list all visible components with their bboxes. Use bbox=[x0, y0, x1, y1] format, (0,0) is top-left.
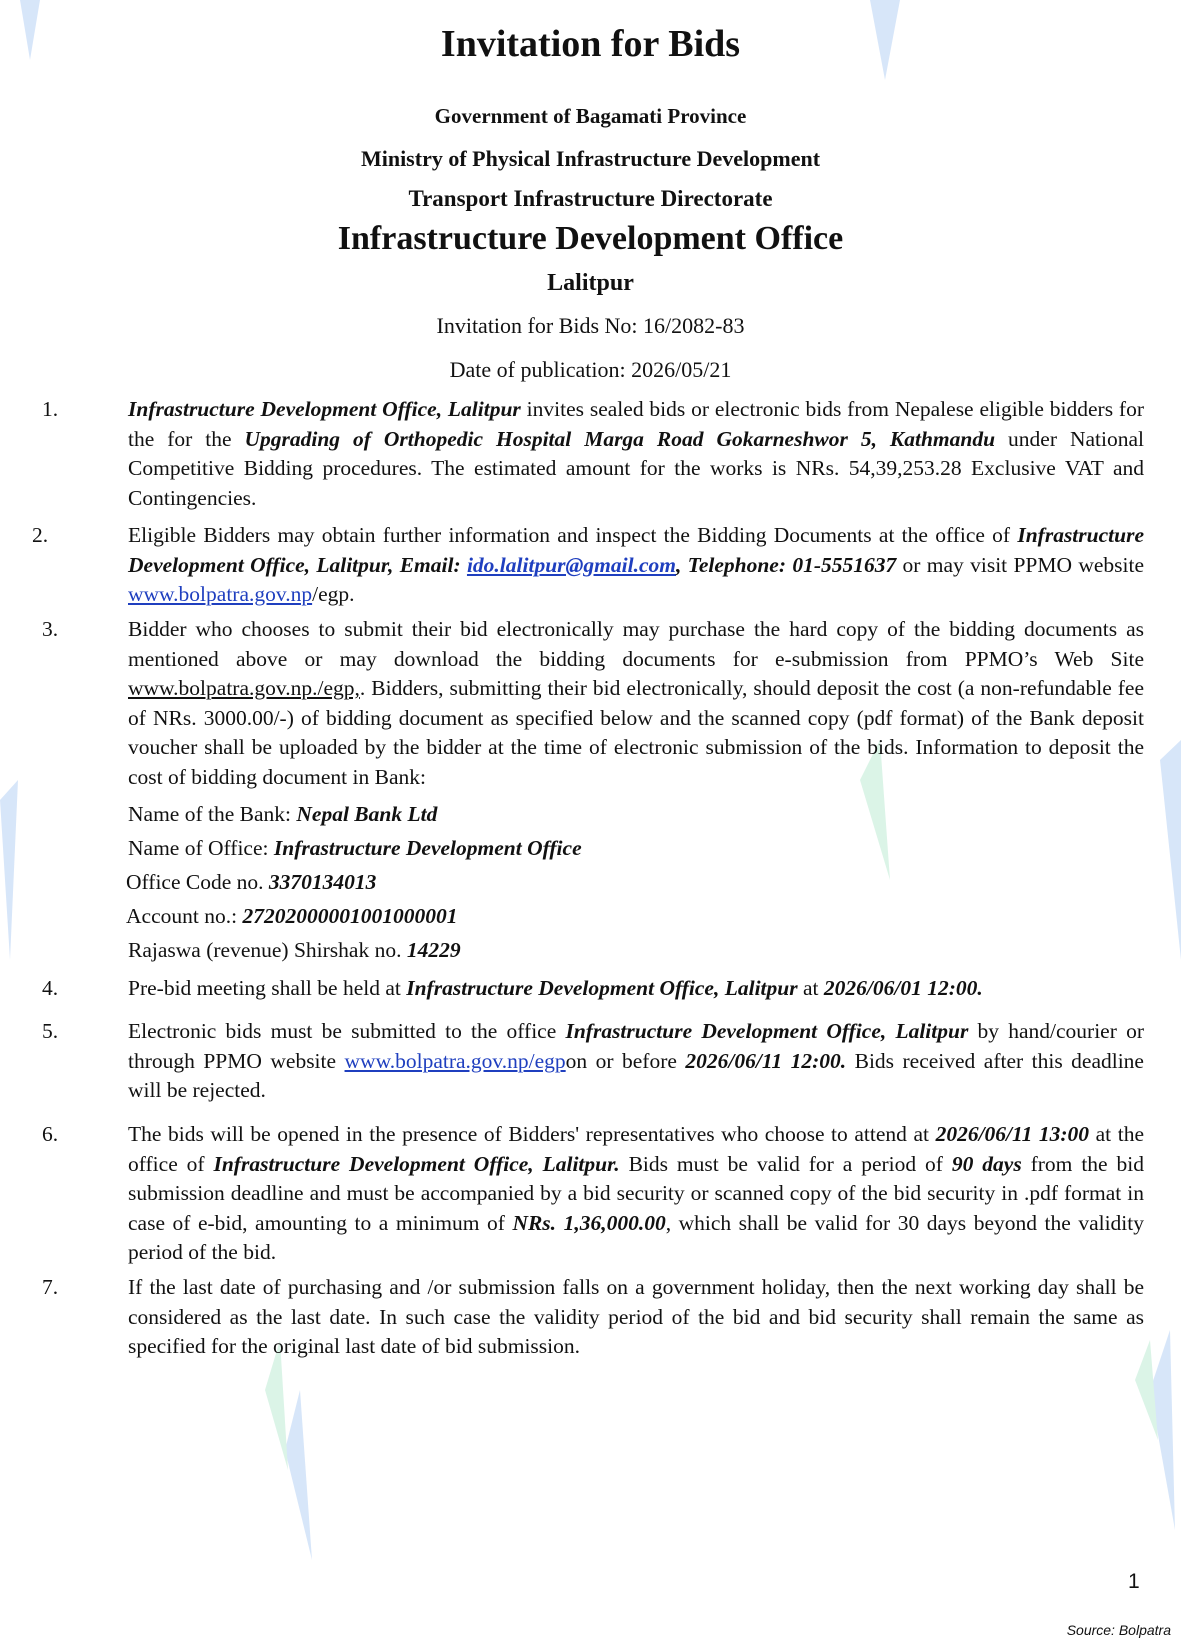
item-6-office: Infrastructure Development Office, Lalitpur. bbox=[213, 1151, 620, 1176]
city-name: Lalitpur bbox=[547, 270, 634, 296]
item-3-number: 3. bbox=[42, 617, 59, 641]
item-4-number: 4. bbox=[42, 976, 59, 1000]
item-3-text-part: Bidder who chooses to submit their bid electronically may purchase the hard copy of the bidding documents as mentioned above or may download the bidding documents for e-submission from PPMO’s Web Site bbox=[128, 617, 1144, 671]
bolpatra-egp-link-2[interactable]: www.bolpatra.gov.np/egp bbox=[344, 1048, 566, 1073]
revenue-value: 14229 bbox=[406, 938, 461, 962]
item-6-opening-time: 2026/06/11 13:00 bbox=[935, 1122, 1090, 1146]
item-5-text bbox=[128, 1017, 1144, 1106]
ministry-name: Ministry of Physical Infrastructure Development bbox=[360, 146, 821, 171]
email-link[interactable]: ido.lalitpur@gmail.com bbox=[466, 552, 676, 577]
item-4-office: Infrastructure Development Office, Lalitpur bbox=[406, 976, 798, 1000]
account-value: 27202000001001000001 bbox=[242, 904, 458, 928]
office-code-value: 3370134013 bbox=[268, 870, 377, 894]
item-2-text bbox=[128, 521, 1144, 610]
item-1-office: Infrastructure Development Office, Lalitpur bbox=[128, 397, 521, 421]
office-name-label: Name of Office: bbox=[128, 836, 274, 860]
item-1-number: 1. bbox=[42, 397, 59, 421]
item-1-text-part: under National Competitive Bidding procedures. The estimated amount for the works is NRs. 54,39,253.28 Exclusive VAT and Contingencies. bbox=[128, 426, 1144, 510]
government-name: Government of Bagamati Province bbox=[434, 104, 747, 128]
item-4-text bbox=[128, 974, 1144, 1004]
bank-name-label: Name of the Bank: bbox=[128, 802, 297, 826]
office-name: Infrastructure Development Office bbox=[337, 220, 844, 257]
item-4-text-part: at bbox=[797, 976, 824, 1000]
item-2-text-part: Eligible Bidders may obtain further information and inspect the Bidding Documents at the office of bbox=[128, 523, 1018, 547]
item-5-text-part: Electronic bids must be submitted to the office bbox=[128, 1019, 566, 1043]
item-5-deadline: 2026/06/11 12:00. bbox=[685, 1048, 847, 1073]
item-2-number: 2. bbox=[32, 523, 49, 547]
document-title: Invitation for Bids bbox=[440, 23, 741, 65]
item-6-text-part: Bids must be valid for a period of bbox=[619, 1151, 952, 1176]
office-name-value: Infrastructure Development Office bbox=[273, 836, 582, 860]
item-5-text-part: Bids received after this deadline will be rejected. bbox=[128, 1048, 1144, 1102]
item-7-number: 7. bbox=[42, 1275, 59, 1299]
office-name-line bbox=[128, 836, 582, 861]
item-6-security-amount: NRs. 1,36,000.00 bbox=[512, 1210, 666, 1235]
directorate-name: Transport Infrastructure Directorate bbox=[408, 186, 773, 211]
source-credit: Source: Bolpatra bbox=[1066, 1622, 1171, 1638]
bank-name-line bbox=[128, 802, 437, 827]
item-6-validity: 90 days bbox=[951, 1151, 1022, 1176]
item-6-text bbox=[128, 1120, 1144, 1268]
item-1-project: Upgrading of Orthopedic Hospital Marga Road Gokarneshwor 5, Kathmandu bbox=[244, 426, 996, 451]
item-2-text-part: /egp. bbox=[312, 582, 355, 606]
page-number: 1 bbox=[1128, 1570, 1140, 1593]
item-5-text-part: on or before bbox=[565, 1048, 686, 1073]
item-7-text: If the last date of purchasing and /or submission falls on a government holiday, then the next working day shall be considered as the last date. In such case the validity period of the bid and bid security shall remain the same as specified for the original last date of bid submission. bbox=[128, 1275, 1144, 1358]
item-2-text-part: or may visit PPMO website bbox=[896, 552, 1144, 577]
item-6-text-part: The bids will be opened in the presence of Bidders' representatives who choose to attend at bbox=[128, 1122, 936, 1146]
item-5-office: Infrastructure Development Office, Lalitpur bbox=[565, 1019, 969, 1043]
item-1-text bbox=[128, 395, 1144, 513]
item-3-text bbox=[128, 615, 1144, 792]
office-code-label: Office Code no. bbox=[126, 870, 269, 894]
item-3-text-part: . Bidders, submitting their bid electronically, should deposit the cost (a non-refundable fee of NRs. 3000.00/-) of bidding document as specified below and the scanned copy (pdf format) of the Bank deposit voucher shall be uploaded by the bidder at the time of electronic submission of the bids. Information to deposit the cost of bidding document in Bank: bbox=[128, 676, 1144, 789]
item-6-number: 6. bbox=[42, 1122, 59, 1146]
ifb-number: Invitation for Bids No: 16/2082-83 bbox=[436, 313, 745, 338]
publication-date: Date of publication: 2026/05/21 bbox=[449, 357, 732, 382]
item-5-number: 5. bbox=[42, 1019, 59, 1043]
bolpatra-egp-link[interactable]: www.bolpatra.gov.np./egp, bbox=[128, 676, 360, 700]
item-6-text-part: at the office of bbox=[128, 1122, 1144, 1176]
item-4-text-part: Pre-bid meeting shall be held at bbox=[128, 976, 407, 1000]
bank-name-value: Nepal Bank Ltd bbox=[296, 802, 438, 826]
item-6-text-part: , which shall be valid for 30 days beyond the validity period of the bid. bbox=[128, 1210, 1145, 1264]
account-line bbox=[126, 904, 457, 929]
item-2-office: Infrastructure Development Office, Lalitpur, Email: bbox=[128, 523, 1144, 577]
item-4-datetime: 2026/06/01 12:00. bbox=[823, 976, 983, 1000]
item-1-text-part: invites sealed bids or electronic bids from Nepalese eligible bidders for the for the bbox=[128, 397, 1145, 451]
item-6-text-part: from the bid submission deadline and must be accompanied by a bid security or scanned copy of the bid security in .pdf format in case of e-bid, amounting to a minimum of bbox=[128, 1151, 1144, 1235]
account-label: Account no.: bbox=[126, 904, 243, 928]
revenue-line bbox=[128, 938, 461, 963]
item-5-text-part: by hand/courier or through PPMO website bbox=[128, 1019, 1144, 1073]
bolpatra-link[interactable]: www.bolpatra.gov.np bbox=[128, 582, 313, 606]
revenue-label: Rajaswa (revenue) Shirshak no. bbox=[128, 938, 407, 962]
item-2-telephone: , Telephone: 01-5551637 bbox=[675, 552, 897, 577]
office-code-line bbox=[126, 870, 376, 895]
